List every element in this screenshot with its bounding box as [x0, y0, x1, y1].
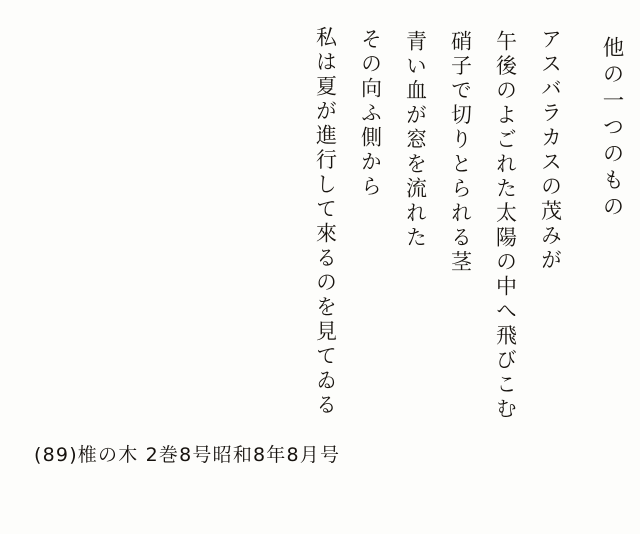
poem-body	[18, 14, 624, 422]
poem-line: アスバラカスの茂みが	[538, 28, 563, 273]
poem-line: 私は夏が進行して來るのを見てゐる	[313, 26, 338, 418]
poem-line: その向ふ側から	[358, 28, 383, 200]
poem-line: 午後のよごれた太陽の中へ飛びこむ	[493, 30, 518, 422]
poem-line: 青い血が窓を流れた	[403, 30, 428, 251]
source-citation: (89)椎の木 2巻8号昭和8年8月号	[34, 444, 341, 466]
poem-title: 他の一つのもの	[599, 36, 624, 222]
poem-line: 硝子で切りとられる茎	[448, 30, 473, 275]
